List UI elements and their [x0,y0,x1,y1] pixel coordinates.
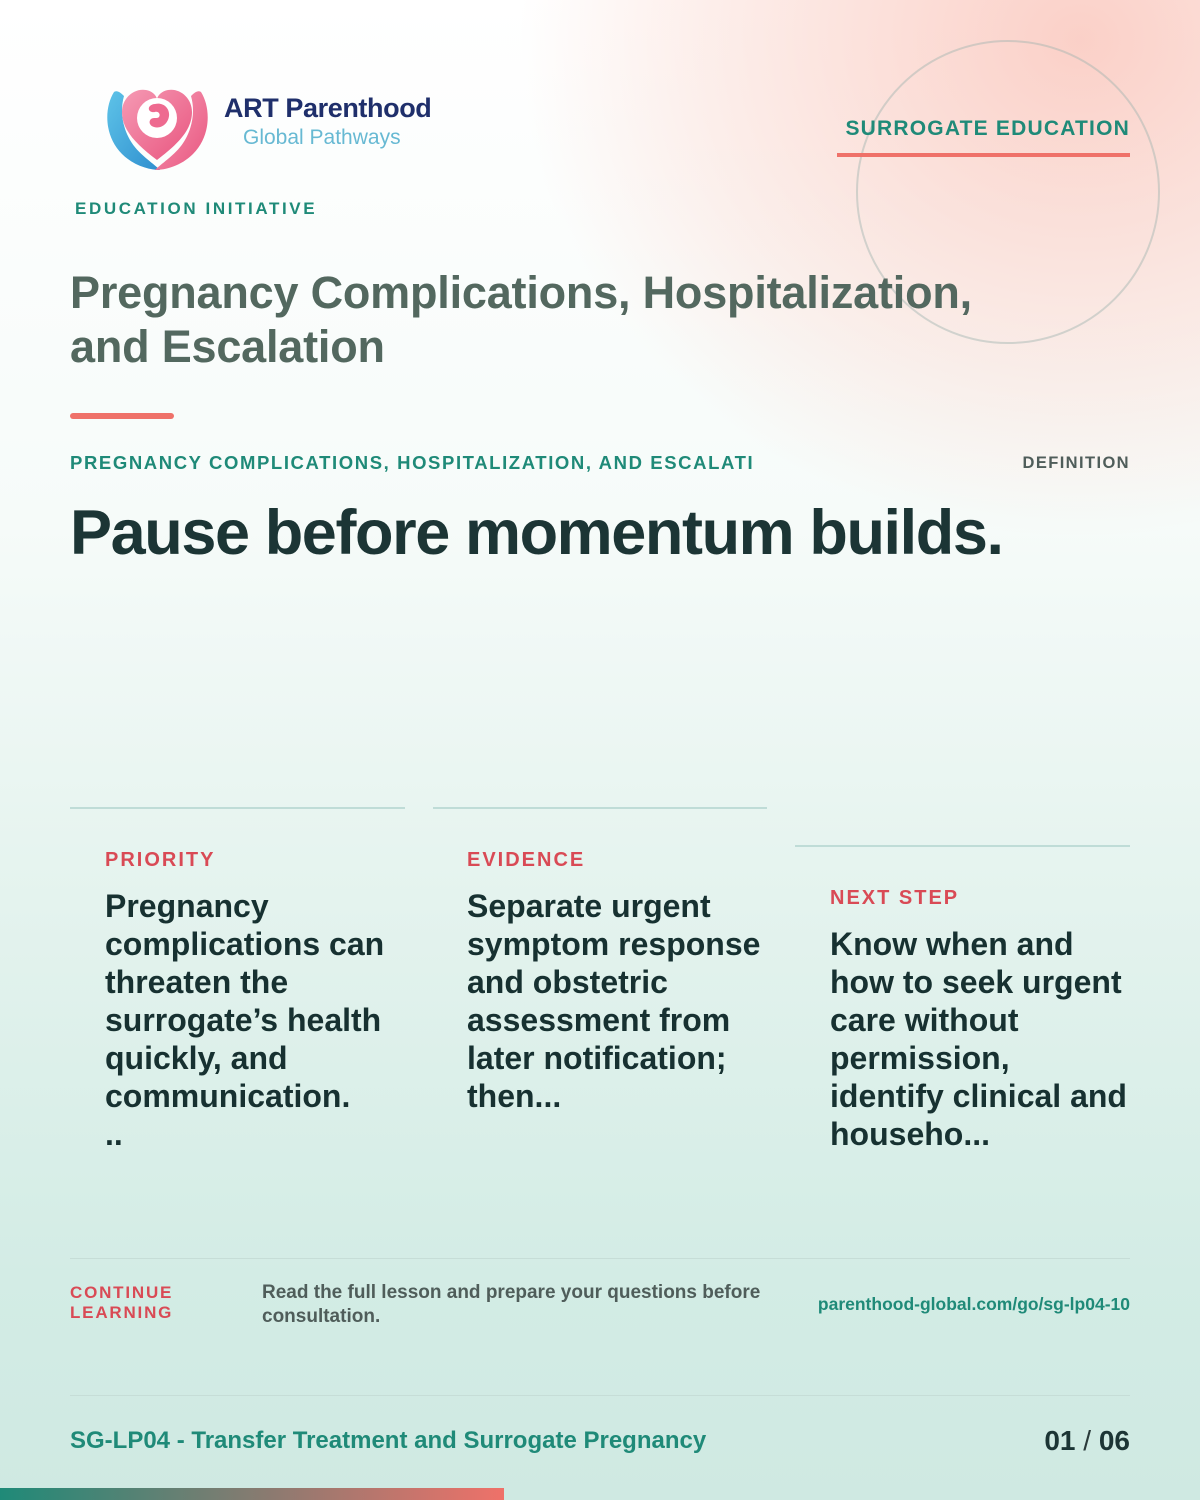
page-indicator [1044,1425,1130,1457]
section-kicker: PREGNANCY COMPLICATIONS, HOSPITALIZATION, AND ESCALATI [70,452,755,473]
card-body-next-step: Know when and how to seek urgent care without permission, identify clinical and househo... [830,926,1127,1152]
card-divider [795,845,1130,847]
series-tag: SURROGATE EDUCATION [845,117,1130,140]
card-label-priority: PRIORITY [105,849,216,871]
card-body-priority: Pregnancy complications can threaten the surrogate’s health quickly, and communication. .. [105,888,385,1152]
headline: Pause before momentum builds. [70,498,1003,568]
card-label-next-step: NEXT STEP [830,887,960,909]
brand-name: ART Parenthood [224,93,432,123]
card-divider [70,807,405,809]
card-body-evidence: Separate urgent symptom response and obstetric assessment from later notification; then... [467,888,761,1114]
footer-divider [70,1258,1130,1259]
footer-divider [70,1395,1130,1396]
page-separator: / [1083,1425,1092,1456]
title-accent-bar [70,413,174,419]
card-label-evidence: EVIDENCE [467,849,586,871]
course-title: SG-LP04 - Transfer Treatment and Surrogate Pregnancy [70,1427,707,1454]
page-current: 01 [1044,1425,1076,1456]
brand-tagline: Global Pathways [243,126,401,149]
series-tag-underline [837,153,1130,157]
lesson-link[interactable]: parenthood-global.com/go/sg-lp04-10 [817,1294,1130,1314]
cta-text: Read the full lesson and prepare your questions before consultation. [262,1282,761,1327]
continue-learning-label: CONTINUE LEARNING [70,1283,174,1322]
card-divider [433,807,767,809]
education-initiative-eyebrow: EDUCATION INITIATIVE [75,199,318,218]
page-total: 06 [1098,1425,1130,1456]
hands-heart-logo-icon [100,74,215,174]
lesson-title: Pregnancy Complications, Hospitalization, and Escalation [70,267,972,372]
section-type-label: DEFINITION [1022,454,1130,472]
progress-bar [0,1488,504,1500]
